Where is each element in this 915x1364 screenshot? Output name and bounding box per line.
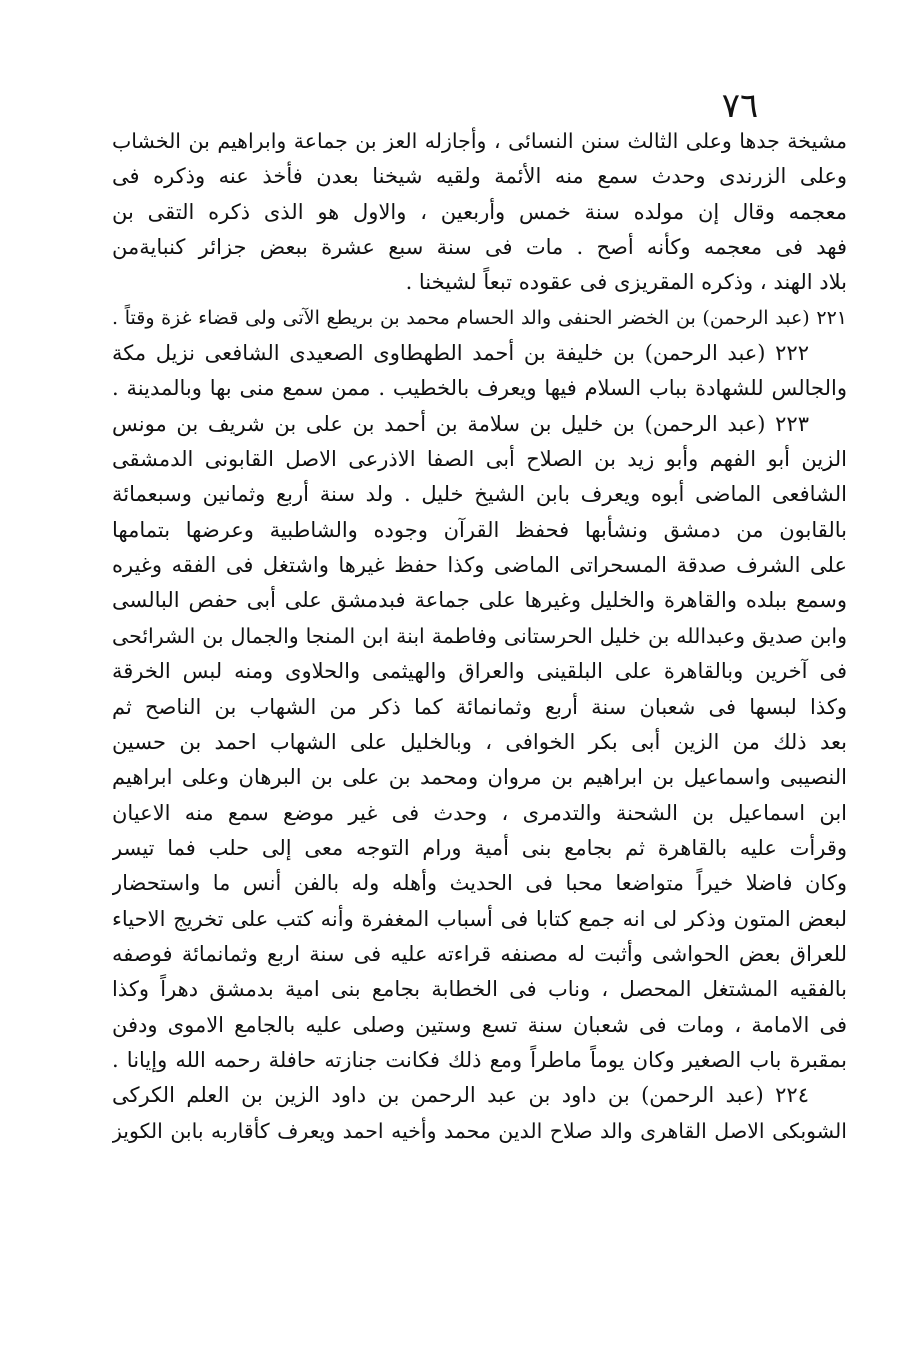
text-line: بعد ذلك من الزين أبى بكر الخوافى ، وبالخليل على الشهاب احمد بن حسين xyxy=(112,729,847,754)
text-line: وكذا لبسها فى شعبان سنة أربع وثمانمائة كما ذكر من الشهاب بن الناصح ثم xyxy=(112,694,847,719)
text-line: وابن صديق وعبدالله بن خليل الحرستانى وفاطمة ابنة ابن المنجا والجمال بن الشرائحى xyxy=(112,623,847,648)
text-line: فى آخرين وبالقاهرة على البلقينى والعراق والهيثمى والحلاوى ومنه لبس الخرقة xyxy=(112,659,847,684)
text-line: بالفقيه المشتغل المحصل ، وناب فى الخطابة بجامع بنى امية بدمشق دهراً وكذا xyxy=(112,977,847,1002)
text-line: بمقبرة باب الصغير وكان يوماً ماطراً ومع ذلك فكانت جنازته حافلة رحمه الله وإيانا . xyxy=(112,1047,847,1072)
entry-221-line: ٢٢١ (عبد الرحمن) بن الخضر الحنفى والد الحسام محمد بن بريطع الآتى ولى قضاء غزة وقتاً . xyxy=(112,306,847,329)
text-line: الزين أبو الفهم وأبو زيد بن الصلاح أبى الصفا الاذرعى الاصل القابونى الدمشقى xyxy=(112,447,847,472)
text-line: النصيبى واسماعيل بن ابراهيم بن مروان ومحمد بن على بن البرهان وعلى ابراهيم xyxy=(112,765,847,790)
text-line: وكان فاضلا خيراً متواضعا محبا فى الحديث وأهله وله بالفن أنس ما واستحضار xyxy=(112,871,847,896)
main-text xyxy=(112,124,847,1149)
text-line: معجمه وقال إن مولده سنة خمس وأربعين ، والاول هو الذى ذكره التقى بن xyxy=(112,199,847,224)
text-line: والجالس للشهادة بباب السلام فيها ويعرف بالخطيب . ممن سمع منى بها وبالمدينة . xyxy=(112,376,847,401)
text-line: الشافعى الماضى أبوه ويعرف بابن الشيخ خليل . ولد سنة أربع وثمانين وسبعمائة xyxy=(112,482,847,507)
text-line: وسمع ببلده والقاهرة والخليل وغيرها على جماعة فبدمشق على أبى حفص البالسى xyxy=(112,588,847,613)
text-line: لبعض المتون وذكر لى انه جمع كتابا فى أسباب المغفرة وأنه كتب على تخريج الاحياء xyxy=(112,906,847,931)
text-line: على الشرف صدقة المسحراتى الماضى وكذا حفظ غيرها واشتغل فى الفقه وغيره xyxy=(112,553,847,578)
text-line: مشيخة جدها وعلى الثالث سنن النسائى ، وأجازله العز بن جماعة وابراهيم بن الخشاب xyxy=(112,129,847,153)
text-line: بلاد الهند ، وذكره المقريزى فى عقوده تبعاً لشيخنا . xyxy=(405,270,847,295)
entry-224-line: ٢٢٤ (عبد الرحمن) بن داود بن عبد الرحمن بن داود الزين بن العلم الكركى xyxy=(112,1083,809,1108)
text-line: للعراق بعض الحواشى وأثبت له مصنفه قراءته عليه فى سنة اربع وثمانمائة فوصفه xyxy=(112,941,847,966)
entry-223-line: ٢٢٣ (عبد الرحمن) بن خليل بن سلامة بن أحمد بن على بن شريف بن مونس xyxy=(112,411,809,436)
entry-222-line: ٢٢٢ (عبد الرحمن) بن خليفة بن أحمد الطهطاوى الصعيدى الشافعى نزيل مكة xyxy=(112,341,809,366)
page-number: ٧٦ xyxy=(721,86,759,126)
text-line: وعلى الزرندى وحدث سمع منه الأئمة ولقيه شيخنا بعدن فأخذ عنه وذكره فى xyxy=(112,164,847,189)
text-line: الشوبكى الاصل القاهرى والد صلاح الدين محمد وأخيه احمد ويعرف كأقاربه بابن الكويز xyxy=(112,1118,847,1143)
text-line: بالقابون من دمشق ونشأبها فحفظ القرآن وجوده والشاطبية وعرضها بتمامها xyxy=(112,517,847,542)
text-line: فى الامامة ، ومات فى شعبان سنة تسع وستين وصلى عليه بالجامع الاموى ودفن xyxy=(112,1012,847,1037)
text-line: وقرأت عليه بالقاهرة ثم بجامع بنى أمية ورام التوجه معى إلى حلب فما تيسر xyxy=(112,835,847,860)
text-line: فهد فى معجمه وكأنه أصح . مات فى سنة سبع عشرة ببعض جزائر كنبايةمن xyxy=(112,235,847,260)
text-line: ابن اسماعيل بن الشحنة والتدمرى ، وحدث فى غير موضع سمع منه الاعيان xyxy=(112,800,847,825)
